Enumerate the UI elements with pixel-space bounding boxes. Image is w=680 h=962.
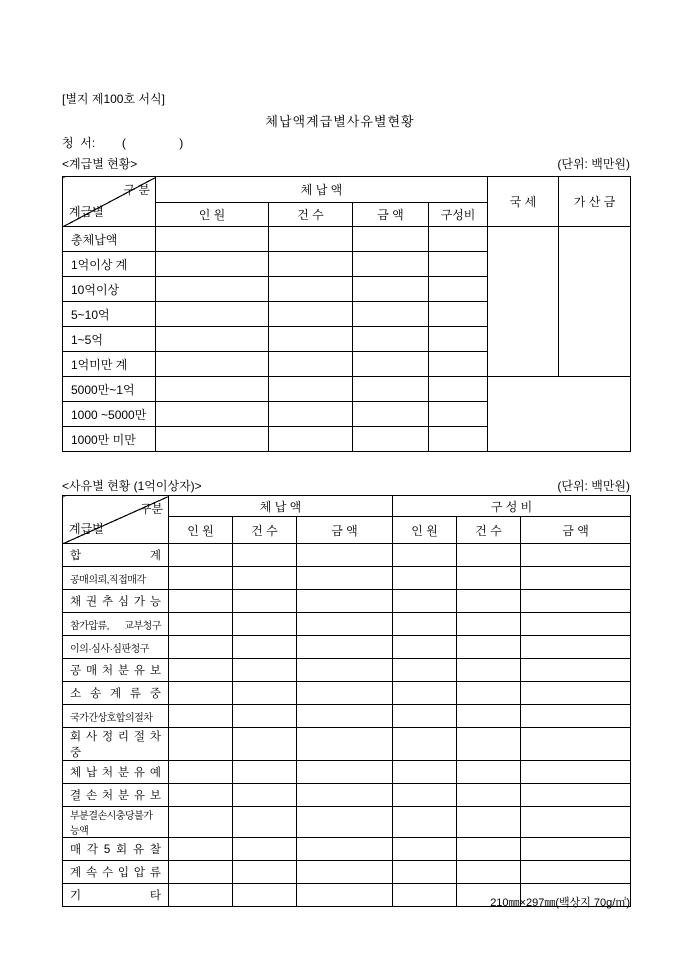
data-cell <box>156 277 269 302</box>
row-label: 계 속 수 입 압 류 <box>63 861 169 884</box>
data-cell <box>269 377 353 402</box>
data-cell <box>269 402 353 427</box>
data-cell <box>521 613 631 636</box>
data-cell <box>169 613 233 636</box>
data-cell <box>233 613 297 636</box>
data-cell <box>521 636 631 659</box>
data-cell <box>269 352 353 377</box>
data-cell <box>393 567 457 590</box>
diagonal-header-cell <box>63 496 169 544</box>
data-cell <box>156 227 269 252</box>
data-cell <box>393 613 457 636</box>
header-national-tax: 국 세 <box>488 177 559 227</box>
diag-label-class: 계급별 <box>69 522 104 536</box>
data-cell <box>233 590 297 613</box>
data-cell <box>393 861 457 884</box>
row-label: 1000 ~5000만 <box>63 402 156 427</box>
data-cell <box>393 784 457 807</box>
data-cell <box>353 327 429 352</box>
data-cell <box>521 705 631 728</box>
table-row <box>63 861 631 884</box>
data-cell <box>521 682 631 705</box>
data-cell <box>521 590 631 613</box>
data-cell <box>269 327 353 352</box>
data-cell <box>297 544 393 567</box>
table-row <box>63 377 631 402</box>
data-cell <box>353 402 429 427</box>
table-row <box>63 636 631 659</box>
data-cell <box>233 728 297 761</box>
data-cell <box>521 728 631 761</box>
data-cell <box>353 377 429 402</box>
diag-label-gubun: 구 분 <box>123 183 150 197</box>
data-cell <box>457 590 521 613</box>
row-label: 합 계 <box>63 544 169 567</box>
row-label: 부분결손시충당불가능액 <box>63 807 169 838</box>
data-cell <box>429 352 488 377</box>
paper-spec-note: 210㎜×297㎜(백상지 70g/㎡) <box>490 897 630 909</box>
header-persons: 인 원 <box>156 203 269 227</box>
row-label: 10억이상 <box>63 277 156 302</box>
data-cell <box>457 636 521 659</box>
data-cell <box>233 682 297 705</box>
data-cell <box>169 784 233 807</box>
data-cell <box>297 659 393 682</box>
data-cell <box>297 567 393 590</box>
data-cell <box>353 427 429 452</box>
data-cell <box>393 884 457 907</box>
data-cell <box>156 402 269 427</box>
data-cell <box>297 636 393 659</box>
diag-label-class: 계급별 <box>69 205 104 219</box>
data-cell <box>457 705 521 728</box>
data-cell <box>269 252 353 277</box>
table-row <box>63 227 631 252</box>
table-row <box>63 705 631 728</box>
data-cell <box>457 544 521 567</box>
data-cell <box>393 807 457 838</box>
header-cases: 건 수 <box>457 517 521 544</box>
data-cell <box>233 761 297 784</box>
table-row <box>63 613 631 636</box>
data-cell <box>457 784 521 807</box>
data-cell <box>169 728 233 761</box>
row-label: 5000만~1억 <box>63 377 156 402</box>
row-label: 1000만 미만 <box>63 427 156 452</box>
data-cell <box>169 807 233 838</box>
data-cell <box>297 807 393 838</box>
data-cell <box>521 659 631 682</box>
row-label: 회 사 정 리 절 차 중 <box>63 728 169 761</box>
header-persons: 인 원 <box>169 517 233 544</box>
data-cell <box>393 682 457 705</box>
row-label: 공 매 처 분 유 보 <box>63 659 169 682</box>
diagonal-header-cell <box>63 177 156 227</box>
table-row <box>63 567 631 590</box>
data-cell <box>457 861 521 884</box>
data-cell <box>457 807 521 838</box>
merged-bottom-right-cell <box>488 377 631 452</box>
data-cell <box>457 613 521 636</box>
data-cell <box>521 861 631 884</box>
data-cell <box>429 252 488 277</box>
section1-unit-label: (단위: 백만원) <box>557 157 630 171</box>
header-amount: 금 액 <box>297 517 393 544</box>
class-status-table <box>62 176 631 452</box>
data-cell <box>169 590 233 613</box>
data-cell <box>457 567 521 590</box>
reason-status-table <box>62 495 631 907</box>
row-label: 채 권 추 심 가 능 <box>63 590 169 613</box>
row-label: 5~10억 <box>63 302 156 327</box>
data-cell <box>457 838 521 861</box>
data-cell <box>521 567 631 590</box>
data-cell <box>429 327 488 352</box>
data-cell <box>233 807 297 838</box>
row-label: 공매의뢰,직접매각 <box>63 567 169 590</box>
data-cell <box>233 784 297 807</box>
table-row <box>63 807 631 838</box>
data-cell <box>393 705 457 728</box>
header-composition-ratio: 구 성 비 <box>393 496 631 517</box>
header-delinquent-amount: 체 납 액 <box>156 177 488 203</box>
data-cell <box>429 302 488 327</box>
data-cell <box>156 252 269 277</box>
section1-heading: <계급별 현황> <box>62 157 138 171</box>
data-cell <box>353 227 429 252</box>
form-id: [별지 제100호 서식] <box>62 92 165 106</box>
data-cell <box>457 761 521 784</box>
data-cell <box>393 728 457 761</box>
section2-unit-label: (단위: 백만원) <box>557 479 630 493</box>
data-cell <box>233 861 297 884</box>
data-cell <box>393 590 457 613</box>
header-amount: 금 액 <box>521 517 631 544</box>
table-row <box>63 838 631 861</box>
table-row <box>63 659 631 682</box>
data-cell <box>233 884 297 907</box>
data-cell <box>521 544 631 567</box>
data-cell <box>269 427 353 452</box>
data-cell <box>169 705 233 728</box>
data-cell <box>457 682 521 705</box>
header-persons: 인 원 <box>393 517 457 544</box>
header-cases: 건 수 <box>269 203 353 227</box>
data-cell <box>521 784 631 807</box>
row-label: 1~5억 <box>63 327 156 352</box>
data-cell <box>429 377 488 402</box>
row-label: 결 손 처 분 유 보 <box>63 784 169 807</box>
diag-label-gubun: 구분 <box>139 502 163 516</box>
data-cell <box>457 728 521 761</box>
data-cell <box>429 277 488 302</box>
row-label: 매 각 5 회 유 찰 <box>63 838 169 861</box>
row-label: 기 타 <box>63 884 169 907</box>
data-cell <box>169 659 233 682</box>
table-row <box>63 590 631 613</box>
data-cell <box>393 838 457 861</box>
table-row <box>63 544 631 567</box>
row-label: 소 송 계 류 중 <box>63 682 169 705</box>
header-delinquent-amount: 체 납 액 <box>169 496 393 517</box>
data-cell <box>297 838 393 861</box>
row-label: 참가압류, 교부청구 <box>63 613 169 636</box>
data-cell <box>169 838 233 861</box>
data-cell <box>353 302 429 327</box>
table-row <box>63 728 631 761</box>
row-label: 1억이상 계 <box>63 252 156 277</box>
section2-heading: <사유별 현황 (1억이상자)> <box>62 479 202 493</box>
data-cell <box>393 761 457 784</box>
data-cell <box>457 659 521 682</box>
data-cell <box>297 590 393 613</box>
office-line: 청 서: ( ) <box>62 136 184 150</box>
header-surcharge: 가 산 금 <box>559 177 631 227</box>
data-cell <box>353 277 429 302</box>
data-cell <box>297 613 393 636</box>
data-cell <box>169 884 233 907</box>
data-cell <box>297 784 393 807</box>
data-cell <box>169 636 233 659</box>
data-cell <box>233 705 297 728</box>
data-cell <box>393 659 457 682</box>
data-cell <box>297 728 393 761</box>
data-cell <box>393 544 457 567</box>
data-cell <box>156 327 269 352</box>
data-cell <box>156 427 269 452</box>
data-cell <box>297 682 393 705</box>
data-cell <box>353 352 429 377</box>
data-cell <box>156 302 269 327</box>
data-cell <box>169 567 233 590</box>
table-row <box>63 682 631 705</box>
row-label: 국가간상호합의절차 <box>63 705 169 728</box>
data-cell <box>429 402 488 427</box>
data-cell <box>297 861 393 884</box>
data-cell <box>233 659 297 682</box>
table-row <box>63 784 631 807</box>
data-cell <box>233 838 297 861</box>
data-cell <box>521 838 631 861</box>
data-cell <box>269 227 353 252</box>
data-cell <box>169 761 233 784</box>
data-cell <box>297 884 393 907</box>
row-label: 이의·심사·심판청구 <box>63 636 169 659</box>
merged-surcharge-cell <box>559 227 631 377</box>
data-cell <box>269 277 353 302</box>
data-cell <box>297 761 393 784</box>
header-ratio: 구성비 <box>429 203 488 227</box>
data-cell <box>521 807 631 838</box>
data-cell <box>169 682 233 705</box>
row-label: 1억미만 계 <box>63 352 156 377</box>
page-title: 체납액계급별사유별현황 <box>265 114 415 129</box>
data-cell <box>353 252 429 277</box>
header-cases: 건 수 <box>233 517 297 544</box>
data-cell <box>297 705 393 728</box>
data-cell <box>156 377 269 402</box>
data-cell <box>156 352 269 377</box>
row-label: 체 납 처 분 유 예 <box>63 761 169 784</box>
data-cell <box>233 636 297 659</box>
header-amount: 금 액 <box>353 203 429 227</box>
data-cell <box>429 227 488 252</box>
data-cell <box>269 302 353 327</box>
table-row <box>63 761 631 784</box>
data-cell <box>233 544 297 567</box>
data-cell <box>521 761 631 784</box>
data-cell <box>233 567 297 590</box>
data-cell <box>429 427 488 452</box>
data-cell <box>393 636 457 659</box>
data-cell <box>169 861 233 884</box>
data-cell <box>169 544 233 567</box>
row-label: 총체납액 <box>63 227 156 252</box>
merged-national-tax-cell <box>488 227 559 377</box>
